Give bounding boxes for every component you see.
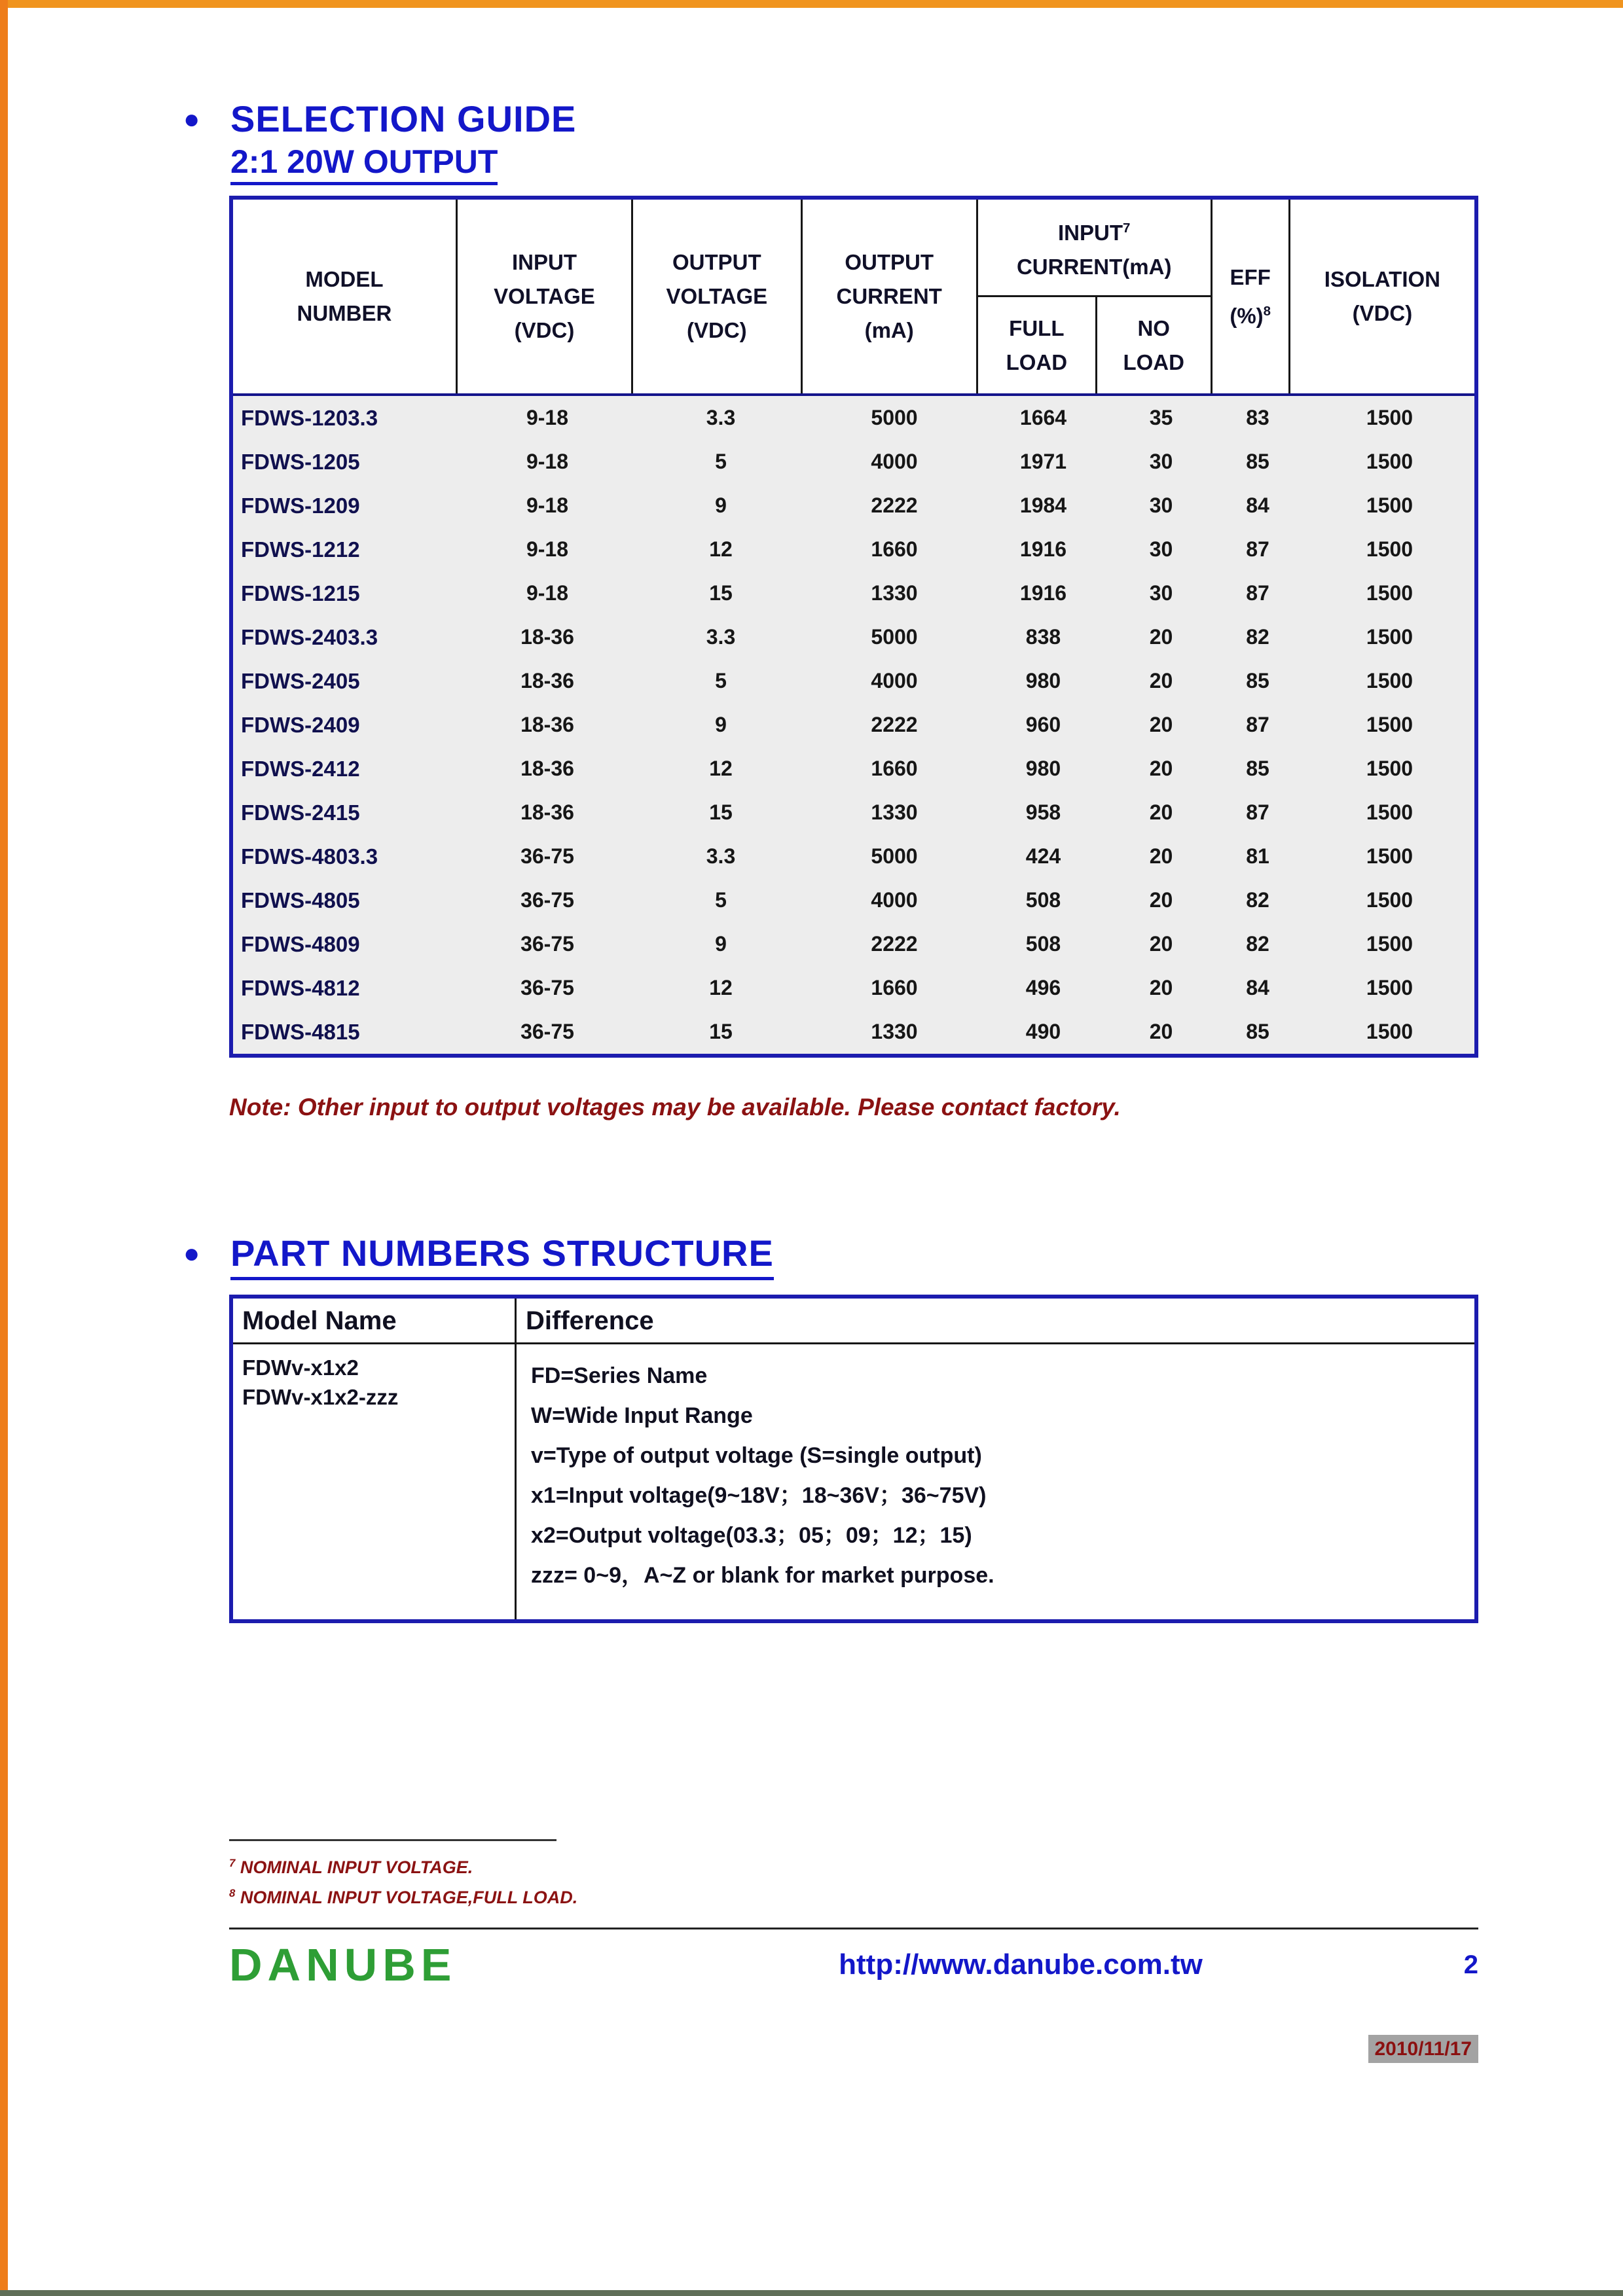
danube-logo: DANUBE [229, 1939, 457, 1990]
revision-date: 2010/11/17 [1368, 2035, 1479, 2063]
selection-table-row [233, 484, 1474, 528]
selection-table-header [233, 200, 1474, 396]
page-number: 2 [1463, 1950, 1478, 1979]
difference-line: x1=Input voltage(9~18V；18~36V；36~75V) [531, 1483, 987, 1508]
value-cell: 1660 [871, 757, 918, 780]
value-cell: 3.3 [706, 844, 736, 868]
value-cell: 82 [1246, 625, 1269, 649]
header-load-subcolumns [978, 297, 1211, 393]
header-line: NO [1137, 315, 1170, 340]
value-cell: 20 [1149, 713, 1173, 736]
value-cell: 1500 [1366, 976, 1413, 999]
selection-table-row [233, 834, 1474, 878]
page-border-top [0, 0, 1623, 8]
value-cell: 20 [1149, 625, 1173, 649]
model-number-cell: FDWS-4809 [241, 931, 360, 956]
value-cell: 36-75 [520, 932, 574, 956]
value-cell: 9-18 [526, 537, 569, 561]
value-cell: 9-18 [526, 493, 569, 517]
value-cell: 20 [1149, 1020, 1173, 1043]
value-cell: 20 [1149, 844, 1173, 868]
header-line: (VDC) [514, 318, 575, 342]
selection-table-row [233, 966, 1474, 1010]
header-line: LOAD [1123, 350, 1184, 374]
value-cell: 30 [1149, 581, 1173, 605]
value-cell: 1500 [1366, 493, 1413, 517]
header-model-number [233, 200, 458, 393]
value-cell: 1500 [1366, 713, 1413, 736]
difference-cell [515, 1344, 1474, 1619]
value-cell: 20 [1149, 669, 1173, 692]
value-cell: 5 [715, 888, 727, 912]
value-cell: 1500 [1366, 844, 1413, 868]
footnotes [229, 1850, 1478, 1910]
value-cell: 5 [715, 450, 727, 473]
footnote: $^7$ NOMINAL INPUT VOLTAGE. [229, 1857, 473, 1877]
selection-table [229, 196, 1478, 1058]
model-number-cell: FDWS-2412 [241, 756, 360, 781]
difference-line: FD=Series Name [531, 1363, 708, 1388]
model-number-cell: FDWS-2405 [241, 668, 360, 693]
selection-table-row [233, 528, 1474, 571]
value-cell: 1971 [1019, 450, 1067, 473]
header-output-voltage [633, 200, 802, 393]
value-cell: 1500 [1366, 757, 1413, 780]
value-cell: 84 [1246, 976, 1269, 999]
value-cell: 85 [1246, 669, 1269, 692]
value-cell: 85 [1246, 757, 1269, 780]
value-cell: 12 [709, 757, 733, 780]
selection-table-row [233, 571, 1474, 615]
date-row [229, 2038, 1478, 2060]
factory-note: Note: Other input to output voltages may be available. Please contact factory. [229, 1094, 1121, 1121]
header-line: OUTPUT [672, 250, 761, 274]
value-cell: 424 [1025, 844, 1061, 868]
selection-table-row [233, 440, 1474, 484]
value-cell: 1664 [1019, 406, 1067, 429]
value-cell: 4000 [871, 888, 918, 912]
value-cell: 490 [1025, 1020, 1061, 1043]
value-cell: 9 [715, 493, 727, 517]
value-cell: 30 [1149, 450, 1173, 473]
selection-table-row [233, 615, 1474, 659]
model-name-line: FDWv-x1x2 [242, 1355, 359, 1380]
part-table-header [233, 1299, 1474, 1344]
value-cell: 496 [1025, 976, 1061, 999]
value-cell: 20 [1149, 800, 1173, 824]
difference-line: x2=Output voltage(03.3；05；09；12；15) [531, 1523, 972, 1548]
value-cell: 960 [1025, 713, 1061, 736]
value-cell: 980 [1025, 757, 1061, 780]
value-cell: 87 [1246, 581, 1269, 605]
value-cell: 18-36 [520, 669, 574, 692]
value-cell: 5000 [871, 625, 918, 649]
value-cell: 20 [1149, 976, 1173, 999]
header-line: (VDC) [687, 318, 747, 342]
selection-table-row [233, 703, 1474, 747]
model-name-header: Model Name [242, 1306, 397, 1335]
value-cell: 30 [1149, 537, 1173, 561]
selection-table-row [233, 659, 1474, 703]
value-cell: 958 [1025, 800, 1061, 824]
website-url[interactable]: http://www.danube.com.tw [839, 1948, 1203, 1981]
model-number-cell: FDWS-1215 [241, 581, 360, 605]
value-cell: 82 [1246, 888, 1269, 912]
value-cell: 5 [715, 669, 727, 692]
difference-line: v=Type of output voltage (S=single output) [531, 1443, 982, 1468]
selection-table-row [233, 396, 1474, 440]
value-cell: 85 [1246, 1020, 1269, 1043]
footer [229, 1939, 1478, 1991]
section-subtitle: 2:1 20W OUTPUT [230, 143, 498, 185]
section-title: SELECTION GUIDE [230, 98, 577, 139]
value-cell: 5000 [871, 844, 918, 868]
value-cell: 12 [709, 976, 733, 999]
value-cell: 84 [1246, 493, 1269, 517]
bullet-icon: ● [183, 1238, 200, 1268]
header-line: (mA) [864, 318, 914, 342]
footer-rule [229, 1928, 1478, 1929]
value-cell: 1916 [1019, 581, 1067, 605]
value-cell: 87 [1246, 800, 1269, 824]
value-cell: 35 [1149, 406, 1173, 429]
value-cell: 9-18 [526, 450, 569, 473]
header-line: CURRENT [836, 284, 942, 308]
header-no-load [1097, 297, 1211, 393]
value-cell: 2222 [871, 713, 918, 736]
model-number-cell: FDWS-4803.3 [241, 844, 378, 869]
value-cell: 15 [709, 1020, 733, 1043]
value-cell: 4000 [871, 669, 918, 692]
value-cell: 1330 [871, 800, 918, 824]
header-input-current [978, 200, 1211, 297]
model-name-line: FDWv-x1x2-zzz [242, 1384, 399, 1409]
value-cell: 20 [1149, 888, 1173, 912]
part-numbers-table [229, 1295, 1478, 1623]
header-line: EFF [1230, 264, 1271, 289]
value-cell: 82 [1246, 932, 1269, 956]
header-line: INPUT$^7$ [1058, 220, 1131, 245]
value-cell: 2222 [871, 932, 918, 956]
header-line: INPUT [511, 250, 577, 274]
value-cell: 15 [709, 581, 733, 605]
model-number-cell: FDWS-1212 [241, 537, 360, 562]
model-number-cell: FDWS-1205 [241, 449, 360, 474]
value-cell: 1660 [871, 537, 918, 561]
part-table-body [233, 1344, 1474, 1619]
page-border-bottom [0, 2290, 1623, 2296]
header-isolation [1290, 200, 1474, 393]
part-numbers-heading [183, 1232, 1478, 1280]
value-cell: 87 [1246, 537, 1269, 561]
header-line: VOLTAGE [666, 284, 768, 308]
value-cell: 18-36 [520, 800, 574, 824]
value-cell: 83 [1246, 406, 1269, 429]
value-cell: 9-18 [526, 581, 569, 605]
value-cell: 1500 [1366, 406, 1413, 429]
value-cell: 1500 [1366, 669, 1413, 692]
model-number-cell: FDWS-2409 [241, 712, 360, 737]
difference-header: Difference [515, 1299, 1474, 1342]
value-cell: 9 [715, 713, 727, 736]
value-cell: 85 [1246, 450, 1269, 473]
page-content [183, 98, 1478, 2060]
model-number-cell: FDWS-1209 [241, 493, 360, 518]
value-cell: 36-75 [520, 844, 574, 868]
header-line: (%)$^8$ [1230, 303, 1271, 328]
header-line: FULL [1009, 315, 1065, 340]
header-line: (VDC) [1352, 301, 1413, 325]
value-cell: 20 [1149, 757, 1173, 780]
header-line: ISOLATION [1324, 267, 1441, 291]
value-cell: 15 [709, 800, 733, 824]
value-cell: 980 [1025, 669, 1061, 692]
value-cell: 1330 [871, 581, 918, 605]
value-cell: 12 [709, 537, 733, 561]
value-cell: 18-36 [520, 625, 574, 649]
value-cell: 3.3 [706, 625, 736, 649]
value-cell: 508 [1025, 932, 1061, 956]
value-cell: 1500 [1366, 537, 1413, 561]
header-input-current-group [978, 200, 1213, 393]
value-cell: 1916 [1019, 537, 1067, 561]
selection-table-row [233, 922, 1474, 966]
selection-table-row [233, 878, 1474, 922]
value-cell: 18-36 [520, 757, 574, 780]
selection-table-row [233, 791, 1474, 834]
value-cell: 1500 [1366, 888, 1413, 912]
value-cell: 18-36 [520, 713, 574, 736]
header-full-load [978, 297, 1097, 393]
footnote-ref-8: 8 [1263, 303, 1271, 319]
value-cell: 9-18 [526, 406, 569, 429]
value-cell: 838 [1025, 625, 1061, 649]
value-cell: 9 [715, 932, 727, 956]
difference-line: W=Wide Input Range [531, 1403, 753, 1428]
model-number-cell: FDWS-4805 [241, 888, 360, 912]
value-cell: 36-75 [520, 976, 574, 999]
value-cell: 1500 [1366, 932, 1413, 956]
header-output-current [803, 200, 978, 393]
header-line: NUMBER [297, 301, 392, 325]
value-cell: 1500 [1366, 450, 1413, 473]
header-line: OUTPUT [845, 250, 934, 274]
value-cell: 20 [1149, 932, 1173, 956]
page-border-left [0, 0, 8, 2296]
model-number-cell: FDWS-4812 [241, 975, 360, 1000]
value-cell: 1500 [1366, 1020, 1413, 1043]
value-cell: 2222 [871, 493, 918, 517]
value-cell: 5000 [871, 406, 918, 429]
header-line: VOLTAGE [494, 284, 595, 308]
header-input-voltage [458, 200, 633, 393]
selection-guide-heading [183, 98, 1478, 185]
value-cell: 1500 [1366, 800, 1413, 824]
value-cell: 508 [1025, 888, 1061, 912]
selection-table-row [233, 1010, 1474, 1054]
model-number-cell: FDWS-4815 [241, 1019, 360, 1044]
value-cell: 30 [1149, 493, 1173, 517]
selection-table-row [233, 747, 1474, 791]
value-cell: 81 [1246, 844, 1269, 868]
value-cell: 1660 [871, 976, 918, 999]
selection-table-body [233, 396, 1474, 1054]
section-title: PART NUMBERS STRUCTURE [230, 1232, 774, 1280]
bullet-icon: ● [183, 103, 200, 134]
model-number-cell: FDWS-1203.3 [241, 405, 378, 430]
value-cell: 3.3 [706, 406, 736, 429]
value-cell: 36-75 [520, 888, 574, 912]
header-line: LOAD [1006, 350, 1068, 374]
difference-line: zzz= 0~9，A~Z or blank for market purpose. [531, 1563, 994, 1588]
value-cell: 1984 [1019, 493, 1067, 517]
value-cell: 36-75 [520, 1020, 574, 1043]
model-number-cell: FDWS-2403.3 [241, 624, 378, 649]
footnote-separator [229, 1839, 556, 1841]
model-number-cell: FDWS-2415 [241, 800, 360, 825]
header-efficiency [1213, 200, 1290, 393]
model-names-cell [233, 1344, 515, 1619]
header-line: MODEL [305, 267, 384, 291]
value-cell: 1500 [1366, 625, 1413, 649]
value-cell: 87 [1246, 713, 1269, 736]
footnote-ref-7: 7 [1123, 220, 1131, 236]
value-cell: 4000 [871, 450, 918, 473]
footnote: $^8$ NOMINAL INPUT VOLTAGE,FULL LOAD. [229, 1887, 578, 1907]
value-cell: 1330 [871, 1020, 918, 1043]
value-cell: 1500 [1366, 581, 1413, 605]
header-line: CURRENT(mA) [1016, 254, 1172, 279]
